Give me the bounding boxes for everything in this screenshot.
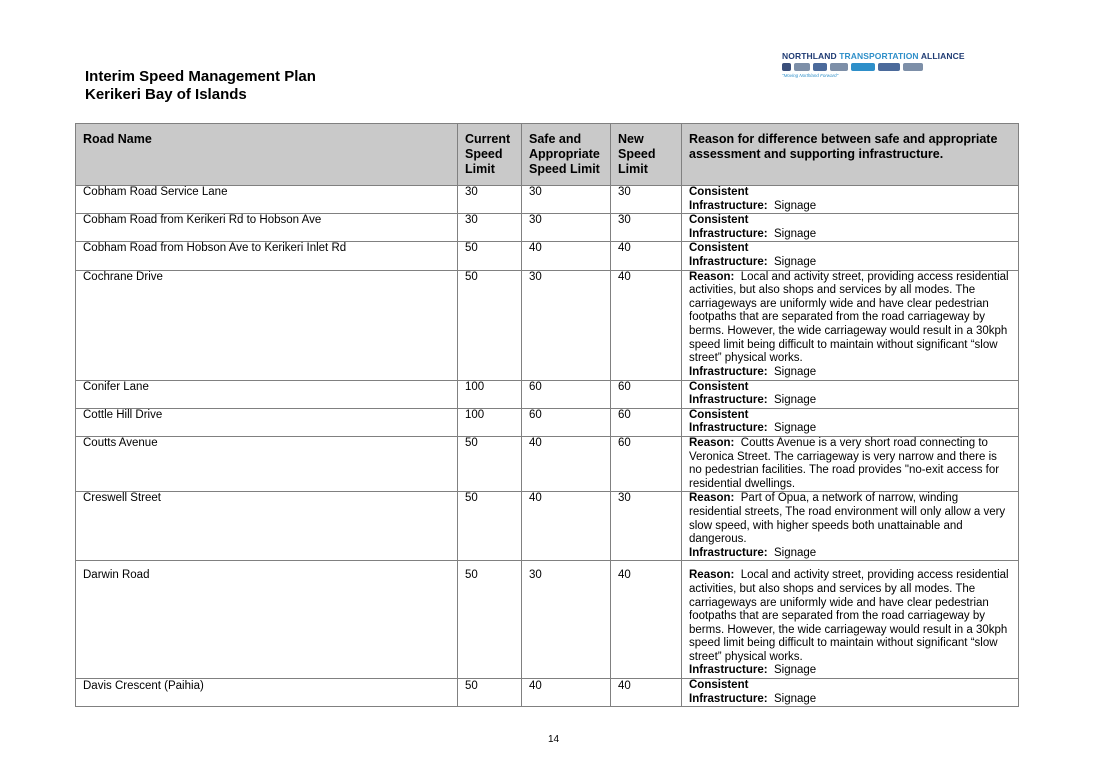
safe-speed-cell: 40 [522, 679, 611, 707]
safe-speed-cell: 60 [522, 380, 611, 408]
northland-transportation-alliance-logo [782, 51, 965, 83]
infrastructure-label: Infrastructure: [689, 227, 768, 240]
safe-speed-cell: 40 [522, 436, 611, 491]
reason-cell [682, 436, 1019, 491]
current-speed-cell: 50 [458, 436, 522, 491]
reason-value: Local and activity street, providing access residential activities, but also shops and services by all modes. The carriageways are uniformly wide and have clear pedestrian footpaths that are separated from the road carriageway by berms. However, the wide carriageway would result in a 30kph speed limit being difficult to maintain without significant “slow street” physical works. [689, 270, 1009, 365]
partner-logo-icon [794, 63, 810, 71]
reason-text [689, 437, 1011, 491]
table-row [76, 186, 1019, 214]
consistent-label: Consistent [689, 242, 749, 255]
header-reason: Reason for difference between safe and appropriate assessment and supporting infrastructure. [682, 124, 1019, 186]
partner-logo-icon [903, 63, 923, 71]
speed-limit-table [75, 123, 1019, 707]
safe-speed-cell: 30 [522, 270, 611, 380]
table-header-row [76, 124, 1019, 186]
road-name-cell: Darwin Road [76, 561, 458, 679]
table-row [76, 492, 1019, 561]
safe-speed-cell: 60 [522, 408, 611, 436]
new-speed-cell: 30 [611, 214, 682, 242]
partner-logo-icon [878, 63, 900, 71]
current-speed-cell: 50 [458, 270, 522, 380]
safe-speed-cell: 30 [522, 186, 611, 214]
consistent-label: Consistent [689, 214, 749, 227]
reason-cell [682, 492, 1019, 561]
logo-wordmark: NORTHLAND TRANSPORTATION ALLIANCE [782, 51, 965, 61]
current-speed-cell: 50 [458, 561, 522, 679]
infrastructure-value: Signage [774, 692, 817, 705]
reason-cell [682, 561, 1019, 679]
reason-cell [682, 214, 1019, 242]
reason-label: Reason: [689, 492, 735, 505]
reason-cell [682, 242, 1019, 270]
infrastructure-label: Infrastructure: [689, 422, 768, 435]
new-speed-cell: 60 [611, 408, 682, 436]
reason-label: Reason: [689, 270, 735, 283]
partner-logo-icon [851, 63, 875, 71]
infrastructure-label: Infrastructure: [689, 199, 768, 212]
current-speed-cell: 30 [458, 186, 522, 214]
table-row [76, 408, 1019, 436]
road-name-cell: Creswell Street [76, 492, 458, 561]
infrastructure-label: Infrastructure: [689, 692, 768, 705]
infrastructure-line [689, 547, 1011, 561]
reason-cell [682, 380, 1019, 408]
infrastructure-label: Infrastructure: [689, 664, 768, 677]
new-speed-cell: 30 [611, 186, 682, 214]
road-name-cell: Cottle Hill Drive [76, 408, 458, 436]
road-name-cell: Cobham Road Service Lane [76, 186, 458, 214]
new-speed-cell: 60 [611, 380, 682, 408]
reason-label: Reason: [689, 569, 735, 582]
consistent-label: Consistent [689, 186, 749, 198]
document-title-line1: Interim Speed Management Plan [85, 68, 316, 85]
safe-speed-cell: 40 [522, 242, 611, 270]
infrastructure-line [689, 664, 1011, 678]
infrastructure-line [689, 228, 1011, 242]
infrastructure-value: Signage [774, 394, 817, 407]
infrastructure-line [689, 422, 1011, 436]
partner-logo-icon [782, 63, 791, 71]
new-speed-cell: 40 [611, 270, 682, 380]
infrastructure-line [689, 256, 1011, 270]
infrastructure-value: Signage [774, 199, 817, 212]
current-speed-cell: 50 [458, 492, 522, 561]
road-name-cell: Coutts Avenue [76, 436, 458, 491]
infrastructure-value: Signage [774, 227, 817, 240]
infrastructure-value: Signage [774, 422, 817, 435]
reason-text [689, 569, 1011, 664]
safe-speed-cell: 40 [522, 492, 611, 561]
infrastructure-value: Signage [774, 546, 817, 559]
header-current-speed-limit: Current Speed Limit [458, 124, 522, 186]
road-name-cell: Conifer Lane [76, 380, 458, 408]
new-speed-cell: 40 [611, 679, 682, 707]
reason-cell [682, 186, 1019, 214]
infrastructure-line [689, 394, 1011, 408]
header-road-name: Road Name [76, 124, 458, 186]
reason-text [689, 271, 1011, 366]
document-title-line2: Kerikeri Bay of Islands [85, 86, 247, 103]
current-speed-cell: 100 [458, 408, 522, 436]
reason-cell [682, 270, 1019, 380]
reason-value: Local and activity street, providing access residential activities, but also shops and services by all modes. The carriageways are uniformly wide and have clear pedestrian footpaths that are separated from the road carriageway by berms. However, the wide carriageway would result in a 30kph speed limit being difficult to maintain without significant “slow street” physical works. [689, 569, 1009, 663]
consistent-label: Consistent [689, 408, 749, 421]
new-speed-cell: 40 [611, 561, 682, 679]
table-row [76, 436, 1019, 491]
reason-value: Coutts Avenue is a very short road connecting to Veronica Street. The carriageway is very narrow and there is no pedestrian facilities. The road provides "no-exit access for residential dwellings. [689, 436, 1000, 490]
document-title [85, 68, 316, 104]
current-speed-cell: 50 [458, 242, 522, 270]
reason-label: Reason: [689, 436, 735, 449]
new-speed-cell: 60 [611, 436, 682, 491]
logo-partner-marks [782, 63, 952, 71]
new-speed-cell: 40 [611, 242, 682, 270]
infrastructure-line [689, 366, 1011, 380]
header-new-speed-limit: New Speed Limit [611, 124, 682, 186]
infrastructure-line [689, 693, 1011, 707]
partner-logo-icon [813, 63, 827, 71]
table-row [76, 561, 1019, 679]
table-row [76, 380, 1019, 408]
new-speed-cell: 30 [611, 492, 682, 561]
road-name-cell: Davis Crescent (Paihia) [76, 679, 458, 707]
infrastructure-label: Infrastructure: [689, 365, 768, 378]
partner-logo-icon [830, 63, 848, 71]
infrastructure-label: Infrastructure: [689, 255, 768, 268]
safe-speed-cell: 30 [522, 561, 611, 679]
infrastructure-value: Signage [774, 255, 817, 268]
current-speed-cell: 30 [458, 214, 522, 242]
header-safe-appropriate-speed-limit: Safe and Appropriate Speed Limit [522, 124, 611, 186]
road-name-cell: Cochrane Drive [76, 270, 458, 380]
infrastructure-value: Signage [774, 365, 817, 378]
road-name-cell: Cobham Road from Hobson Ave to Kerikeri Inlet Rd [76, 242, 458, 270]
consistent-label: Consistent [689, 380, 749, 393]
infrastructure-label: Infrastructure: [689, 546, 768, 559]
safe-speed-cell: 30 [522, 214, 611, 242]
table-row [76, 270, 1019, 380]
road-name-cell: Cobham Road from Kerikeri Rd to Hobson Ave [76, 214, 458, 242]
table-row [76, 214, 1019, 242]
page-number: 14 [547, 734, 560, 745]
table-row [76, 679, 1019, 707]
current-speed-cell: 50 [458, 679, 522, 707]
reason-text [689, 492, 1011, 546]
infrastructure-value: Signage [774, 664, 817, 677]
reason-cell [682, 408, 1019, 436]
current-speed-cell: 100 [458, 380, 522, 408]
consistent-label: Consistent [689, 679, 749, 692]
logo-tagline: "Moving Northland Forward" [782, 73, 839, 78]
infrastructure-line [689, 200, 1011, 214]
table-row [76, 242, 1019, 270]
reason-cell [682, 679, 1019, 707]
reason-value: Part of Opua, a network of narrow, winding residential streets, The road environment will only allow a very slow speed, with higher speeds both unattainable and dangerous. [689, 492, 1006, 546]
infrastructure-label: Infrastructure: [689, 394, 768, 407]
